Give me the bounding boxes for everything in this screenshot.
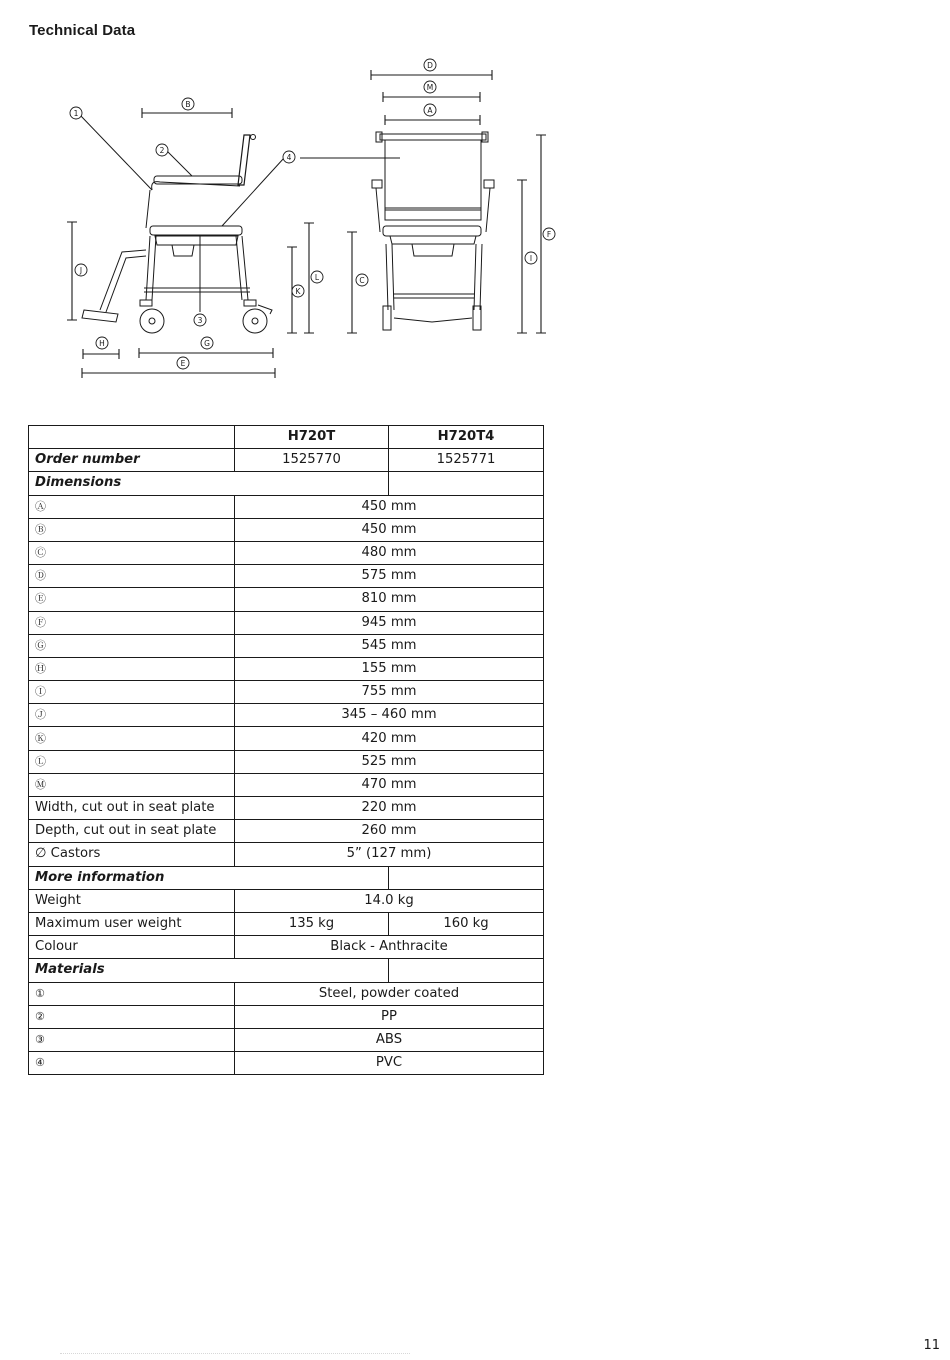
dimension-row-value: 155 mm <box>235 657 544 680</box>
header-model-h720t4: H720T4 <box>389 426 544 449</box>
dimension-row-key: Ⓚ <box>29 727 235 750</box>
dimension-row-key: Ⓖ <box>29 634 235 657</box>
colour-label: Colour <box>29 936 235 959</box>
dimension-label-i <box>525 252 537 264</box>
dimension-row-key: Depth, cut out in seat plate <box>29 820 235 843</box>
material-row <box>29 1028 544 1051</box>
dimension-row <box>29 773 544 796</box>
header-blank-cell <box>29 426 235 449</box>
material-row-value: Steel, powder coated <box>235 982 544 1005</box>
dimension-row <box>29 518 544 541</box>
maximum-user-weight-h720t: 135 kg <box>235 912 389 935</box>
dimension-row-key: Ⓓ <box>29 565 235 588</box>
material-row <box>29 982 544 1005</box>
svg-text:F: F <box>546 230 552 239</box>
dimension-label-l <box>311 271 323 283</box>
dimension-row <box>29 797 544 820</box>
svg-text:A: A <box>427 106 433 115</box>
maximum-user-weight-label: Maximum user weight <box>29 912 235 935</box>
dimension-row <box>29 820 544 843</box>
colour-value: Black - Anthracite <box>235 936 544 959</box>
dimension-row <box>29 611 544 634</box>
section-row-dimensions <box>29 472 544 495</box>
dimension-row-key: Width, cut out in seat plate <box>29 797 235 820</box>
dimension-row-key: Ⓗ <box>29 657 235 680</box>
svg-text:B: B <box>185 100 191 109</box>
materials-body <box>29 982 544 1075</box>
svg-text:E: E <box>180 359 186 368</box>
svg-text:2: 2 <box>159 146 165 155</box>
chair-technical-diagram <box>0 0 600 400</box>
material-row-value: PP <box>235 1005 544 1028</box>
dimension-label-d <box>424 59 436 71</box>
maximum-user-weight-row <box>29 912 544 935</box>
dimension-row-key: Ⓕ <box>29 611 235 634</box>
material-row <box>29 1005 544 1028</box>
dimension-row-value: 470 mm <box>235 773 544 796</box>
dimension-row <box>29 681 544 704</box>
section-blank-cell <box>389 866 544 889</box>
section-title-materials: Materials <box>29 959 389 982</box>
dimension-row-value: 420 mm <box>235 727 544 750</box>
table-header-row <box>29 426 544 449</box>
dimension-label-g <box>201 337 213 349</box>
dimension-row-value: 260 mm <box>235 820 544 843</box>
dimension-row-key: Ⓐ <box>29 495 235 518</box>
dimension-row-value: 945 mm <box>235 611 544 634</box>
front-view-drawing <box>300 132 494 330</box>
svg-text:3: 3 <box>197 316 203 325</box>
svg-text:C: C <box>359 276 365 285</box>
colour-row <box>29 936 544 959</box>
dimension-label-j <box>75 264 87 276</box>
svg-text:4: 4 <box>286 153 292 162</box>
weight-row <box>29 889 544 912</box>
svg-text:1: 1 <box>73 109 79 118</box>
page-title: Technical Data <box>29 22 136 39</box>
order-number-h720t: 1525770 <box>235 449 389 472</box>
dimension-row-value: 5” (127 mm) <box>235 843 544 866</box>
svg-text:K: K <box>295 287 301 296</box>
dimension-row <box>29 541 544 564</box>
material-row-key: ② <box>29 1005 235 1028</box>
technical-data-table <box>28 425 544 1075</box>
order-number-h720t4: 1525771 <box>389 449 544 472</box>
part-label-2 <box>156 144 168 156</box>
dimension-label-b <box>182 98 194 110</box>
dimension-row-value: 480 mm <box>235 541 544 564</box>
part-label-3 <box>194 314 206 326</box>
dimension-row-value: 450 mm <box>235 495 544 518</box>
svg-text:D: D <box>427 61 433 70</box>
dimension-row-value: 575 mm <box>235 565 544 588</box>
dimension-label-f <box>543 228 555 240</box>
section-row-more-information <box>29 866 544 889</box>
weight-value: 14.0 kg <box>235 889 544 912</box>
svg-text:I: I <box>529 254 533 263</box>
svg-text:G: G <box>204 339 210 348</box>
dimension-row <box>29 657 544 680</box>
order-number-row <box>29 449 544 472</box>
dimension-row <box>29 843 544 866</box>
dimension-row-key: Ⓑ <box>29 518 235 541</box>
dimension-row-value: 545 mm <box>235 634 544 657</box>
footer-divider <box>60 1353 410 1359</box>
section-title-dimensions: Dimensions <box>29 472 389 495</box>
dimension-label-m <box>424 81 436 93</box>
material-row <box>29 1052 544 1075</box>
section-blank-cell <box>389 472 544 495</box>
material-row-key: ① <box>29 982 235 1005</box>
dimension-row-key: Ⓙ <box>29 704 235 727</box>
section-blank-cell <box>389 959 544 982</box>
dimension-row <box>29 495 544 518</box>
dimension-row <box>29 565 544 588</box>
dimension-row <box>29 727 544 750</box>
section-row-materials <box>29 959 544 982</box>
maximum-user-weight-h720t4: 160 kg <box>389 912 544 935</box>
dimension-row-key: ∅ Castors <box>29 843 235 866</box>
header-model-h720t: H720T <box>235 426 389 449</box>
dimension-label-k <box>292 285 304 297</box>
order-number-label: Order number <box>29 449 235 472</box>
material-row-key: ④ <box>29 1052 235 1075</box>
dimension-label-c <box>356 274 368 286</box>
dimension-label-h <box>96 337 108 349</box>
dimension-row <box>29 704 544 727</box>
dimension-row <box>29 588 544 611</box>
part-label-1 <box>70 107 82 119</box>
dimension-row-value: 810 mm <box>235 588 544 611</box>
dimension-label-a <box>424 104 436 116</box>
part-label-4 <box>283 151 295 163</box>
material-row-value: PVC <box>235 1052 544 1075</box>
dimension-row-key: Ⓘ <box>29 681 235 704</box>
dimension-row-key: Ⓜ <box>29 773 235 796</box>
svg-text:M: M <box>426 83 434 92</box>
dimension-row <box>29 634 544 657</box>
svg-text:H: H <box>99 339 105 348</box>
weight-label: Weight <box>29 889 235 912</box>
dimension-row-value: 525 mm <box>235 750 544 773</box>
dimension-row-value: 755 mm <box>235 681 544 704</box>
svg-text:L: L <box>314 273 320 282</box>
dimensions-body <box>29 495 544 866</box>
dimension-label-e <box>177 357 189 369</box>
material-row-value: ABS <box>235 1028 544 1051</box>
dimension-row-value: 450 mm <box>235 518 544 541</box>
dimension-row-key: Ⓛ <box>29 750 235 773</box>
dimension-row-key: Ⓒ <box>29 541 235 564</box>
dimension-row-value: 345 – 460 mm <box>235 704 544 727</box>
dimension-row <box>29 750 544 773</box>
side-view-drawing <box>80 115 284 333</box>
svg-text:J: J <box>79 266 83 275</box>
section-title-more-information: More information <box>29 866 389 889</box>
dimension-row-key: Ⓔ <box>29 588 235 611</box>
material-row-key: ③ <box>29 1028 235 1051</box>
page-number: 11 <box>923 1338 940 1353</box>
dimension-row-value: 220 mm <box>235 797 544 820</box>
